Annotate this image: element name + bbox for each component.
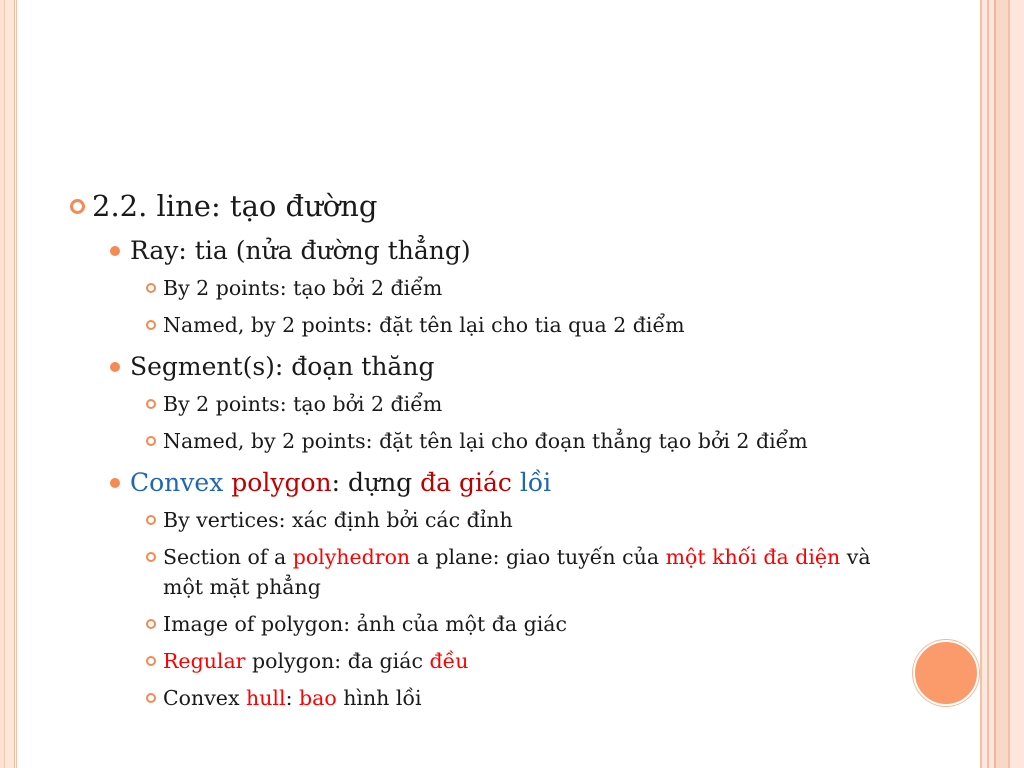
convex-title — [130, 466, 882, 500]
ring-bullet-icon — [62, 184, 92, 228]
ring-bullet-icon — [138, 273, 163, 303]
khoi-da-dien-phrase: một khối đa diện — [665, 545, 841, 569]
regular-text-b: polygon: đa giác — [245, 649, 430, 673]
polyhedron-word: polyhedron — [292, 545, 411, 569]
bullet-heading — [62, 184, 882, 228]
heading-text: 2.2. line: tạo đường — [92, 189, 378, 223]
segment-title: Segment(s): đoạn thăng — [130, 352, 435, 381]
hull-word: hull — [246, 686, 286, 710]
image-item: Image of polygon: ảnh của một đa giác — [163, 612, 568, 636]
vertices-item: By vertices: xác định bởi các đỉnh — [163, 508, 513, 532]
ring-bullet-icon — [138, 646, 163, 676]
dot-bullet-icon — [100, 234, 130, 268]
dot-bullet-icon — [100, 466, 130, 500]
loi-word: lồi — [519, 468, 552, 497]
list-item — [138, 646, 882, 676]
hull-item — [163, 683, 882, 713]
list-item — [138, 683, 882, 713]
bullet-convex-polygon — [100, 466, 882, 500]
section-text-a: Section of a — [163, 545, 293, 569]
left-decorative-border — [0, 0, 15, 768]
segment-item-2: Named, by 2 points: đặt tên lại cho đoạn thẳng tạo bởi 2 điểm — [163, 429, 808, 453]
title-mid: : dựng — [331, 468, 421, 497]
ring-bullet-icon — [138, 542, 163, 572]
section-text-e: và một mặt phẳng — [163, 545, 871, 599]
section-text-c: a plane: giao tuyến của — [410, 545, 666, 569]
dot-bullet-icon — [100, 350, 130, 384]
bao-word: bao — [299, 686, 337, 710]
hull-text-a: Convex — [163, 686, 247, 710]
ring-bullet-icon — [138, 389, 163, 419]
list-item — [138, 426, 882, 456]
regular-item — [163, 646, 882, 676]
list-item — [138, 273, 882, 303]
list-item — [138, 310, 882, 340]
right-decorative-stripes — [978, 0, 1024, 768]
convex-word: Convex — [130, 468, 224, 497]
ray-item-2: Named, by 2 points: đặt tên lại cho tia qua 2 điểm — [163, 313, 685, 337]
deu-word: đều — [429, 649, 469, 673]
bullet-ray — [100, 234, 882, 268]
list-item — [138, 389, 882, 419]
hull-text-e: hình lồi — [336, 686, 422, 710]
ring-bullet-icon — [138, 310, 163, 340]
left-decorative-line — [16, 0, 17, 768]
bullet-segment — [100, 350, 882, 384]
segment-item-1: By 2 points: tạo bởi 2 điểm — [163, 392, 443, 416]
section-item — [163, 542, 882, 602]
ring-bullet-icon — [138, 683, 163, 713]
ring-bullet-icon — [138, 609, 163, 639]
ring-bullet-icon — [138, 505, 163, 535]
slide-content — [62, 184, 882, 713]
ray-title: Ray: tia (nửa đường thẳng) — [130, 236, 471, 265]
regular-word: Regular — [163, 649, 246, 673]
list-item — [138, 505, 882, 535]
list-item — [138, 609, 882, 639]
ring-bullet-icon — [138, 426, 163, 456]
title-space — [512, 468, 520, 497]
da-giac-word: đa giác — [420, 468, 512, 497]
decorative-circle — [913, 640, 979, 706]
list-item — [138, 542, 882, 602]
hull-text-c: : — [285, 686, 299, 710]
polygon-word: polygon — [231, 468, 332, 497]
ray-item-1: By 2 points: tạo bởi 2 điểm — [163, 276, 443, 300]
